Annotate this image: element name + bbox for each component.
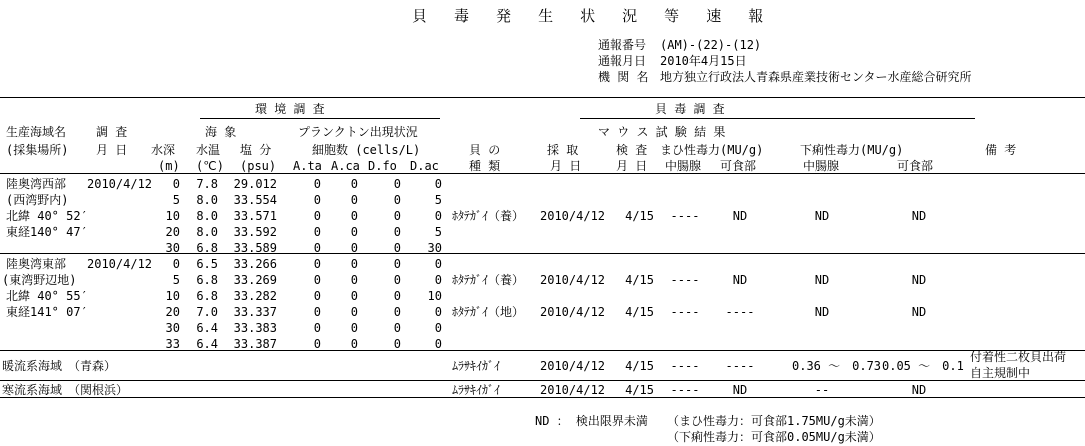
env-a-ta-cell: 0 (313, 193, 321, 207)
section-rule (0, 253, 1085, 254)
env-a-ta-cell: 0 (313, 225, 321, 239)
toxin-survey-heading: 貝 毒 調 査 (655, 102, 725, 116)
ocean-header: 海 象 (205, 125, 237, 139)
env-d-fo-cell: 0 (393, 241, 401, 255)
cells-header: 細胞数 (cells/L) (312, 143, 421, 157)
collect-date: 2010/4/12 (540, 359, 606, 373)
env-a-ta-cell: 0 (313, 273, 321, 287)
psp-edible: ND (732, 209, 748, 223)
collect-date: 2010/4/12 (540, 209, 606, 223)
env-d-ac-cell: 0 (434, 321, 442, 335)
inspect-date: 4/15 (625, 209, 654, 223)
env-a-ta-cell: 0 (313, 289, 321, 303)
env-temp-cell: 7.8 (196, 177, 218, 191)
psp-mid-gland-header: 中腸腺 (665, 159, 702, 173)
toxin-rule (580, 118, 975, 119)
psp-mid-gland: ---- (670, 273, 700, 287)
env-d-fo-cell: 0 (393, 209, 401, 223)
env-d-fo-cell: 0 (393, 321, 401, 335)
remarks: 付着性二枚貝出荷 (970, 350, 1067, 364)
remarks-header: 備 考 (985, 143, 1017, 157)
org-label: 機 関 名 (598, 70, 649, 84)
shell-type: ﾎﾀﾃｶﾞｲ（養） (452, 273, 525, 287)
depth-header: 水深 (151, 143, 176, 157)
dsp-mid-gland: ND (814, 209, 830, 223)
area-longitude: 東経141° 07′ (6, 305, 88, 319)
inspect-subheader: 月 日 (616, 159, 648, 173)
psp-edible: ND (732, 383, 748, 397)
plankton-header: プランクトン出現状況 (298, 125, 418, 139)
mouse-test-header: マ ウ ス 試 験 結 果 (598, 125, 726, 139)
env-salinity-cell: 33.387 (233, 337, 277, 351)
env-a-ta-cell: 0 (313, 305, 321, 319)
area-subheader: (採集場所) (6, 143, 69, 157)
env-temp-cell: 8.0 (196, 209, 218, 223)
dac-header: D.ac (410, 159, 439, 173)
footnote-nd: ND ： 検出限界未満 (535, 414, 648, 428)
inspect-date: 4/15 (625, 273, 654, 287)
dfo-header: D.fo (368, 159, 397, 173)
shell-type: ﾎﾀﾃｶﾞｲ（養） (452, 209, 525, 223)
page-title: 貝 毒 発 生 状 況 等 速 報 (412, 7, 773, 25)
temp-unit: (℃) (196, 159, 224, 173)
aca-header: A.ca (331, 159, 360, 173)
env-salinity-cell: 33.592 (233, 225, 277, 239)
collect-date: 2010/4/12 (540, 383, 606, 397)
env-a-ca-cell: 0 (350, 337, 358, 351)
collect-subheader: 月 日 (550, 159, 582, 173)
env-d-fo-cell: 0 (393, 289, 401, 303)
dsp-mid-gland: 0.36 ～ 0.73 (792, 359, 882, 373)
area-name: 陸奥湾東部 (6, 257, 67, 271)
env-salinity-cell: 33.554 (233, 193, 277, 207)
env-d-ac-cell: 0 (434, 273, 442, 287)
dsp-edible-header: 可食部 (897, 159, 934, 173)
env-depth-cell: 20 (165, 305, 180, 319)
remarks: 自主規制中 (970, 366, 1031, 380)
env-temp-cell: 6.8 (196, 273, 218, 287)
report-number: (AM)-(22)-(12) (660, 38, 762, 52)
env-a-ca-cell: 0 (350, 209, 358, 223)
inspect-header: 検 査 (616, 143, 648, 157)
env-a-ca-cell: 0 (350, 177, 358, 191)
area-name: 暖流系海域 （青森） (2, 359, 117, 373)
env-d-ac-cell: 0 (434, 257, 442, 271)
env-temp-cell: 6.4 (196, 321, 218, 335)
env-d-ac-cell: 5 (434, 225, 442, 239)
psp-mid-gland: ---- (670, 209, 700, 223)
dsp-mid-gland: -- (814, 383, 830, 397)
dsp-edible: ND (911, 209, 927, 223)
depth-unit: (m) (158, 159, 180, 173)
env-d-ac-cell: 0 (434, 177, 442, 191)
env-a-ta-cell: 0 (313, 209, 321, 223)
dsp-mid-gland: ND (814, 305, 830, 319)
env-depth-cell: 10 (165, 289, 180, 303)
env-salinity-cell: 33.269 (233, 273, 277, 287)
env-a-ta-cell: 0 (313, 177, 321, 191)
env-d-ac-cell: 10 (427, 289, 442, 303)
area-name: 寒流系海域 （関根浜） (2, 383, 129, 397)
env-d-ac-cell: 0 (434, 305, 442, 319)
collect-date: 2010/4/12 (540, 305, 606, 319)
env-a-ca-cell: 0 (350, 241, 358, 255)
env-temp-cell: 6.4 (196, 337, 218, 351)
env-temp-cell: 6.8 (196, 289, 218, 303)
env-temp-cell: 6.5 (196, 257, 218, 271)
env-depth-cell: 5 (172, 193, 180, 207)
env-salinity-cell: 33.589 (233, 241, 277, 255)
env-d-ac-cell: 0 (434, 337, 442, 351)
env-d-fo-cell: 0 (393, 337, 401, 351)
shell-type: ﾎﾀﾃｶﾞｲ（地） (452, 305, 525, 319)
env-a-ta-cell: 0 (313, 321, 321, 335)
area-site: (西湾野内) (6, 193, 69, 207)
shell-header: 貝 の (469, 143, 501, 157)
inspect-date: 4/15 (625, 359, 654, 373)
section-rule (0, 350, 1085, 351)
env-a-ta-cell: 0 (313, 241, 321, 255)
env-d-fo-cell: 0 (393, 305, 401, 319)
env-depth-cell: 33 (165, 337, 180, 351)
area-header: 生産海域名 (6, 125, 67, 139)
env-a-ca-cell: 0 (350, 273, 358, 287)
dsp-edible: 0.05 ～ 0.1 (882, 359, 964, 373)
env-salinity-cell: 33.266 (233, 257, 277, 271)
env-a-ca-cell: 0 (350, 225, 358, 239)
env-d-ac-cell: 30 (427, 241, 442, 255)
collect-date: 2010/4/12 (540, 273, 606, 287)
env-d-fo-cell: 0 (393, 257, 401, 271)
env-depth-cell: 5 (172, 273, 180, 287)
footnote-psp: （まひ性毒力：可食部1.75MU/g未満） (667, 414, 881, 428)
collect-header: 採 取 (547, 143, 579, 157)
env-depth-cell: 20 (165, 225, 180, 239)
header-top-rule (0, 97, 1085, 98)
dsp-header: 下痢性毒力(MU/g) (800, 143, 904, 157)
inspect-date: 4/15 (625, 305, 654, 319)
env-survey-heading: 環 境 調 査 (255, 102, 325, 116)
inspect-date: 4/15 (625, 383, 654, 397)
env-depth-cell: 30 (165, 241, 180, 255)
psp-edible: ---- (725, 305, 755, 319)
area-latitude: 北緯 40° 55′ (6, 289, 88, 303)
env-a-ta-cell: 0 (313, 337, 321, 351)
psp-edible: ND (732, 273, 748, 287)
env-temp-cell: 6.8 (196, 241, 218, 255)
section-rule (0, 380, 1085, 381)
ata-header: A.ta (293, 159, 322, 173)
table-bottom-rule (0, 397, 1085, 398)
shell-subheader: 種 類 (469, 159, 501, 173)
env-temp-cell: 8.0 (196, 193, 218, 207)
env-d-fo-cell: 0 (393, 225, 401, 239)
report-number-label: 通報番号 (598, 38, 647, 52)
shell-type: ﾑﾗｻｷｲｶﾞｲ (452, 359, 501, 373)
env-temp-cell: 8.0 (196, 225, 218, 239)
area-latitude: 北緯 40° 52′ (6, 209, 88, 223)
header-bottom-rule (0, 173, 1085, 174)
env-a-ca-cell: 0 (350, 193, 358, 207)
env-a-ca-cell: 0 (350, 321, 358, 335)
env-depth-cell: 30 (165, 321, 180, 335)
env-d-ac-cell: 0 (434, 209, 442, 223)
survey-header: 調 査 (96, 125, 128, 139)
shell-type: ﾑﾗｻｷｲｶﾞｲ (452, 383, 501, 397)
area-longitude: 東経140° 47′ (6, 225, 88, 239)
env-d-fo-cell: 0 (393, 273, 401, 287)
env-salinity-cell: 29.012 (233, 177, 277, 191)
env-a-ca-cell: 0 (350, 257, 358, 271)
env-depth-cell: 0 (172, 257, 180, 271)
area-name: 陸奥湾西部 (6, 177, 67, 191)
psp-mid-gland: ---- (670, 383, 700, 397)
survey-date: 2010/4/12 (87, 177, 153, 191)
footnote-dsp: （下痢性毒力：可食部0.05MU/g未満） (667, 430, 881, 444)
env-d-fo-cell: 0 (393, 193, 401, 207)
env-salinity-cell: 33.571 (233, 209, 277, 223)
env-a-ca-cell: 0 (350, 305, 358, 319)
env-rule (200, 118, 440, 119)
psp-edible-header: 可食部 (720, 159, 757, 173)
report-date-label: 通報月日 (598, 54, 647, 68)
dsp-edible: ND (911, 273, 927, 287)
dsp-mid-gland-header: 中腸腺 (803, 159, 840, 173)
area-site: (東湾野辺地) (2, 273, 77, 287)
salinity-unit: (psu) (240, 159, 277, 173)
env-depth-cell: 10 (165, 209, 180, 223)
env-a-ta-cell: 0 (313, 257, 321, 271)
env-salinity-cell: 33.282 (233, 289, 277, 303)
psp-edible: ---- (725, 359, 755, 373)
env-a-ca-cell: 0 (350, 289, 358, 303)
psp-mid-gland: ---- (670, 359, 700, 373)
env-temp-cell: 7.0 (196, 305, 218, 319)
env-d-ac-cell: 5 (434, 193, 442, 207)
env-salinity-cell: 33.383 (233, 321, 277, 335)
temp-header: 水温 (196, 143, 221, 157)
dsp-mid-gland: ND (814, 273, 830, 287)
env-d-fo-cell: 0 (393, 177, 401, 191)
org-name: 地方独立行政法人青森県産業技術センター水産総合研究所 (660, 70, 972, 84)
survey-date-subheader: 月 日 (96, 143, 128, 157)
dsp-edible: ND (911, 305, 927, 319)
env-salinity-cell: 33.337 (233, 305, 277, 319)
env-depth-cell: 0 (172, 177, 180, 191)
psp-mid-gland: ---- (670, 305, 700, 319)
survey-date: 2010/4/12 (87, 257, 153, 271)
report-date: 2010年4月15日 (660, 54, 747, 68)
dsp-edible: ND (911, 383, 927, 397)
psp-header: まひ性毒力(MU/g) (660, 143, 764, 157)
salinity-header: 塩 分 (240, 143, 272, 157)
